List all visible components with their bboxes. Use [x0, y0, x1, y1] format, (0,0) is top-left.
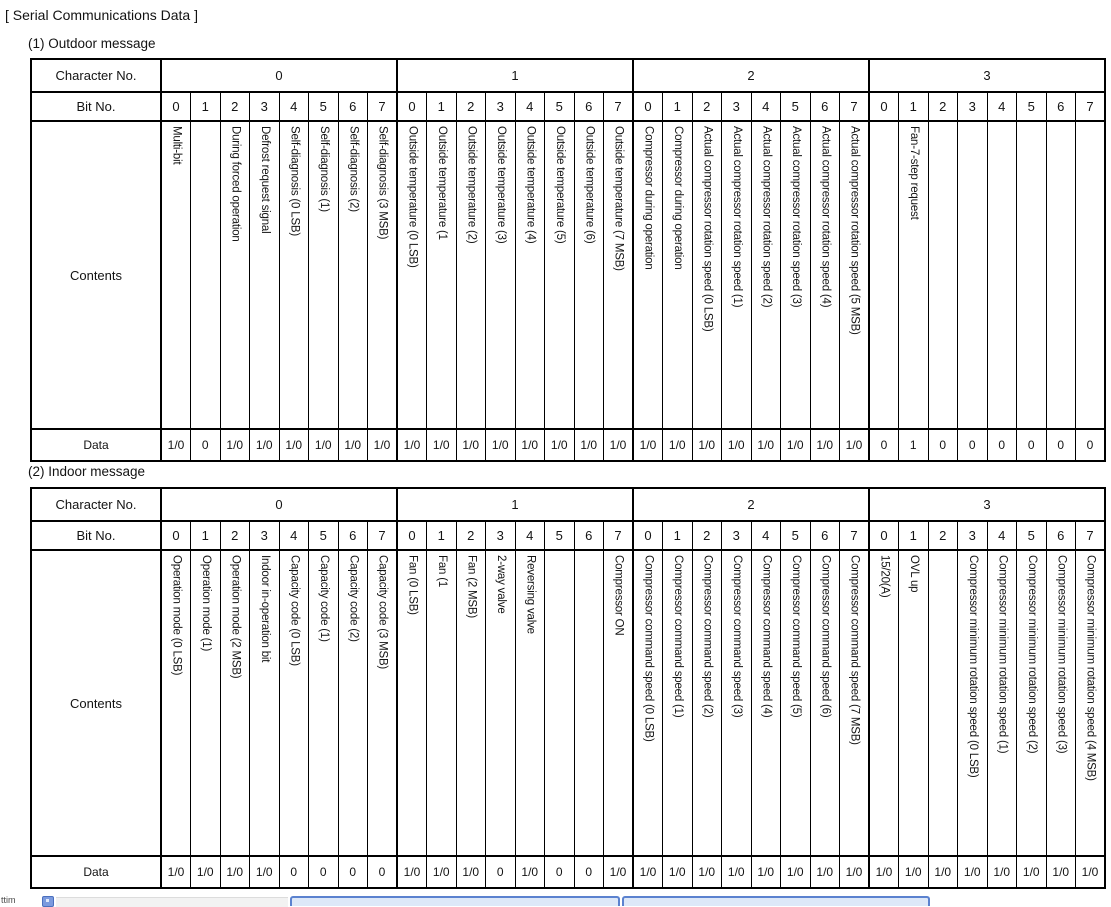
bit-no-cell: 4 [987, 92, 1017, 121]
contents-vertical-label: Outside temperature (2) [465, 126, 478, 244]
character-group-cell: 1 [397, 59, 633, 92]
cutoff-ui-box-right[interactable] [622, 896, 930, 906]
data-cell: 1/0 [368, 429, 398, 461]
contents-vertical-label: Compressor command speed (5) [789, 555, 802, 718]
bit-no-cell: 4 [751, 521, 781, 550]
data-cell: 1/0 [987, 856, 1017, 888]
contents-vertical-label: 2-way valve [494, 555, 507, 614]
bit-no-cell: 1 [663, 521, 693, 550]
data-cell: 1/0 [515, 429, 545, 461]
contents-cell [751, 550, 781, 856]
bit-no-cell: 1 [427, 521, 457, 550]
contents-cell [840, 121, 870, 429]
bit-no-cell: 1 [899, 521, 929, 550]
contents-cell [545, 121, 575, 429]
data-cell: 0 [1076, 429, 1106, 461]
bit-no-cell: 5 [545, 92, 575, 121]
data-cell: 1/0 [515, 856, 545, 888]
bit-no-cell: 7 [1076, 92, 1106, 121]
cutoff-ui-box-left[interactable] [290, 896, 620, 906]
contents-cell [604, 550, 634, 856]
data-cell: 0 [958, 429, 988, 461]
contents-cell [456, 550, 486, 856]
bit-no-cell: 0 [869, 521, 899, 550]
data-cell: 0 [191, 429, 221, 461]
contents-cell [781, 550, 811, 856]
bit-no-cell: 1 [899, 92, 929, 121]
character-group-cell: 0 [161, 488, 397, 521]
bit-no-cell: 6 [338, 521, 368, 550]
data-cell: 1/0 [545, 429, 575, 461]
data-cell: 1/0 [604, 856, 634, 888]
data-cell: 1/0 [958, 856, 988, 888]
data-cell: 1/0 [309, 429, 339, 461]
data-cell: 0 [545, 856, 575, 888]
contents-cell [397, 550, 427, 856]
bit-no-cell: 4 [515, 521, 545, 550]
data-cell: 1 [899, 429, 929, 461]
contents-vertical-label: Compressor command speed (2) [701, 555, 714, 718]
message-bit-table [30, 487, 1106, 889]
contents-cell [692, 121, 722, 429]
bit-no-cell: 3 [958, 521, 988, 550]
contents-cell [987, 550, 1017, 856]
contents-vertical-label: Compressor minimum rotation speed (3) [1055, 555, 1068, 754]
contents-vertical-label: Compressor during operation [671, 126, 684, 270]
bit-no-cell: 4 [515, 92, 545, 121]
bit-no-cell: 6 [810, 92, 840, 121]
data-cell: 1/0 [663, 429, 693, 461]
contents-cell [810, 121, 840, 429]
contents-vertical-label: Operation mode (2 MSB) [229, 555, 242, 679]
contents-cell [1017, 550, 1047, 856]
contents-cell [220, 121, 250, 429]
contents-vertical-label: During forced operation [229, 126, 242, 242]
bit-no-cell: 2 [220, 521, 250, 550]
data-cell: 0 [338, 856, 368, 888]
contents-vertical-label: Actual compressor rotation speed (2) [760, 126, 773, 308]
character-group-cell: 2 [633, 59, 869, 92]
contents-vertical-label: Outside temperature (6) [583, 126, 596, 244]
contents-cell [250, 550, 280, 856]
bit-no-cell: 7 [1076, 521, 1106, 550]
row-label-data: Data [31, 429, 161, 461]
data-cell: 1/0 [1046, 856, 1076, 888]
contents-vertical-label: Reversing valve [524, 555, 537, 634]
contents-cell [869, 121, 899, 429]
contents-vertical-label: Compressor minimum rotation speed (0 LSB) [966, 555, 979, 778]
bit-no-cell: 2 [692, 92, 722, 121]
contents-cell [899, 550, 929, 856]
contents-vertical-label: Compressor command speed (1) [671, 555, 684, 718]
contents-vertical-label: Compressor ON [612, 555, 625, 636]
row-label-bit-no: Bit No. [31, 92, 161, 121]
bit-no-cell: 7 [604, 92, 634, 121]
bit-no-cell: 5 [545, 521, 575, 550]
bit-no-cell: 2 [692, 521, 722, 550]
data-cell: 1/0 [456, 429, 486, 461]
contents-cell [692, 550, 722, 856]
contents-cell [1076, 121, 1106, 429]
bit-no-cell: 1 [191, 92, 221, 121]
contents-vertical-label: Self-diagnosis (0 LSB) [288, 126, 301, 237]
contents-cell [368, 550, 398, 856]
contents-cell [1017, 121, 1047, 429]
contents-vertical-label: Self-diagnosis (1) [317, 126, 330, 212]
contents-cell [840, 550, 870, 856]
bit-no-cell: 3 [722, 92, 752, 121]
contents-vertical-label: Indoor in-operation bit [258, 555, 271, 663]
contents-cell [161, 121, 191, 429]
contents-vertical-label: Self-diagnosis (2) [347, 126, 360, 212]
contents-cell [279, 121, 309, 429]
contents-vertical-label: Compressor command speed (7 MSB) [848, 555, 861, 745]
bit-no-cell: 0 [633, 521, 663, 550]
data-cell: 1/0 [220, 856, 250, 888]
contents-vertical-label: Compressor command speed (3) [730, 555, 743, 718]
contents-cell [309, 121, 339, 429]
contents-cell [987, 121, 1017, 429]
contents-cell [486, 121, 516, 429]
contents-cell [958, 121, 988, 429]
contents-cell [545, 550, 575, 856]
contents-vertical-label: Multi-bit [170, 126, 183, 165]
data-cell: 1/0 [397, 429, 427, 461]
row-label-character-no: Character No. [31, 59, 161, 92]
doc-title: [ Serial Communications Data ] [5, 7, 198, 23]
bit-no-cell: 0 [869, 92, 899, 121]
data-cell: 1/0 [427, 856, 457, 888]
data-cell: 1/0 [722, 429, 752, 461]
contents-cell [722, 550, 752, 856]
bit-no-cell: 0 [161, 92, 191, 121]
contents-vertical-label: Capacity code (0 LSB) [288, 555, 301, 666]
contents-cell [427, 121, 457, 429]
contents-vertical-label: Defrost request signal [258, 126, 271, 234]
data-cell: 0 [279, 856, 309, 888]
data-cell: 1/0 [250, 856, 280, 888]
data-cell: 1/0 [692, 429, 722, 461]
data-cell: 1/0 [161, 429, 191, 461]
bit-no-cell: 7 [368, 521, 398, 550]
contents-cell [338, 121, 368, 429]
contents-cell [663, 550, 693, 856]
indoor-message-caption: (2) Indoor message [28, 464, 146, 479]
data-cell: 1/0 [840, 856, 870, 888]
data-cell: 1/0 [692, 856, 722, 888]
message-bit-table [30, 58, 1106, 462]
data-cell: 0 [1017, 429, 1047, 461]
contents-vertical-label: Actual compressor rotation speed (4) [819, 126, 832, 308]
contents-vertical-label: Fan-7-step request [907, 126, 920, 220]
contents-vertical-label: Compressor minimum rotation speed (2) [1025, 555, 1038, 754]
contents-vertical-label: 15/20(A) [878, 555, 891, 598]
contents-cell [1046, 550, 1076, 856]
bit-no-cell: 5 [781, 92, 811, 121]
bit-no-cell: 6 [1046, 92, 1076, 121]
contents-cell [338, 550, 368, 856]
contents-cell [1046, 121, 1076, 429]
bit-no-cell: 1 [191, 521, 221, 550]
data-cell: 1/0 [604, 429, 634, 461]
bit-no-cell: 5 [1017, 92, 1047, 121]
contents-cell [250, 121, 280, 429]
contents-cell [869, 550, 899, 856]
contents-vertical-label: Operation mode (0 LSB) [170, 555, 183, 676]
data-cell: 1/0 [928, 856, 958, 888]
bit-no-cell: 7 [368, 92, 398, 121]
contents-vertical-label: Compressor during operation [642, 126, 655, 270]
contents-vertical-label: Actual compressor rotation speed (0 LSB) [701, 126, 714, 332]
bit-no-cell: 4 [279, 521, 309, 550]
contents-vertical-label: Compressor command speed (4) [760, 555, 773, 718]
contents-cell [928, 121, 958, 429]
data-cell: 1/0 [722, 856, 752, 888]
bit-no-cell: 5 [309, 92, 339, 121]
contents-cell [309, 550, 339, 856]
bit-no-cell: 6 [574, 521, 604, 550]
data-cell: 0 [574, 856, 604, 888]
small-blue-icon[interactable] [42, 896, 54, 907]
bit-no-cell: 2 [928, 92, 958, 121]
contents-cell [486, 550, 516, 856]
contents-vertical-label: Capacity code (2) [347, 555, 360, 642]
bit-no-cell: 7 [604, 521, 634, 550]
data-cell: 1/0 [220, 429, 250, 461]
contents-cell [781, 121, 811, 429]
contents-vertical-label: Operation mode (1) [199, 555, 212, 652]
contents-cell [899, 121, 929, 429]
contents-cell [515, 550, 545, 856]
data-cell: 1/0 [250, 429, 280, 461]
contents-vertical-label: Outside temperature (3) [494, 126, 507, 244]
contents-vertical-label: Outside temperature (7 MSB) [612, 126, 625, 271]
contents-cell [456, 121, 486, 429]
bit-no-cell: 2 [456, 521, 486, 550]
data-cell: 0 [928, 429, 958, 461]
contents-cell [220, 550, 250, 856]
contents-cell [279, 550, 309, 856]
contents-vertical-label: Compressor command speed (0 LSB) [642, 555, 655, 742]
character-group-cell: 3 [869, 59, 1105, 92]
bit-no-cell: 5 [1017, 521, 1047, 550]
character-group-cell: 3 [869, 488, 1105, 521]
contents-vertical-label: Capacity code (3 MSB) [376, 555, 389, 670]
bit-no-cell: 3 [486, 521, 516, 550]
data-cell: 0 [486, 856, 516, 888]
contents-vertical-label: Capacity code (1) [317, 555, 330, 642]
contents-vertical-label: OVL up [907, 555, 920, 593]
row-label-contents: Contents [31, 550, 161, 856]
bit-no-cell: 7 [840, 521, 870, 550]
contents-cell [1076, 550, 1106, 856]
contents-cell [515, 121, 545, 429]
bit-no-cell: 0 [397, 92, 427, 121]
contents-cell [574, 550, 604, 856]
bit-no-cell: 2 [928, 521, 958, 550]
contents-cell [810, 550, 840, 856]
contents-cell [368, 121, 398, 429]
contents-vertical-label: Compressor minimum rotation speed (4 MSB) [1084, 555, 1097, 781]
contents-cell [574, 121, 604, 429]
bit-no-cell: 2 [456, 92, 486, 121]
bit-no-cell: 7 [840, 92, 870, 121]
bit-no-cell: 5 [781, 521, 811, 550]
contents-vertical-label: Outside temperature (5) [553, 126, 566, 244]
contents-vertical-label: Outside temperature (4) [524, 126, 537, 244]
contents-cell [751, 121, 781, 429]
contents-cell [427, 550, 457, 856]
character-group-cell: 1 [397, 488, 633, 521]
bit-no-cell: 1 [663, 92, 693, 121]
contents-cell [928, 550, 958, 856]
data-cell: 1/0 [810, 429, 840, 461]
contents-vertical-label: Fan (0 LSB) [406, 555, 419, 615]
data-cell: 1/0 [751, 856, 781, 888]
contents-cell [604, 121, 634, 429]
bit-no-cell: 3 [250, 521, 280, 550]
contents-vertical-label: Outside temperature (0 LSB) [406, 126, 419, 268]
data-cell: 1/0 [781, 856, 811, 888]
contents-vertical-label: Outside temperature (1 [435, 126, 448, 240]
data-cell: 1/0 [574, 429, 604, 461]
character-group-cell: 2 [633, 488, 869, 521]
bit-no-cell: 6 [338, 92, 368, 121]
bit-no-cell: 4 [751, 92, 781, 121]
contents-cell [191, 121, 221, 429]
data-cell: 1/0 [1076, 856, 1106, 888]
contents-cell [161, 550, 191, 856]
data-cell: 1/0 [810, 856, 840, 888]
bit-no-cell: 5 [309, 521, 339, 550]
bit-no-cell: 6 [574, 92, 604, 121]
contents-cell [191, 550, 221, 856]
outdoor-message-caption: (1) Outdoor message [28, 36, 156, 51]
bit-no-cell: 1 [427, 92, 457, 121]
data-cell: 1/0 [161, 856, 191, 888]
data-cell: 1/0 [456, 856, 486, 888]
bit-no-cell: 4 [987, 521, 1017, 550]
contents-cell [397, 121, 427, 429]
bit-no-cell: 0 [633, 92, 663, 121]
contents-vertical-label: Actual compressor rotation speed (1) [730, 126, 743, 308]
data-cell: 1/0 [840, 429, 870, 461]
contents-vertical-label: Compressor minimum rotation speed (1) [996, 555, 1009, 754]
data-cell: 0 [368, 856, 398, 888]
contents-cell [633, 550, 663, 856]
contents-vertical-label: Actual compressor rotation speed (5 MSB) [848, 126, 861, 335]
data-cell: 1/0 [279, 429, 309, 461]
row-label-contents: Contents [31, 121, 161, 429]
cutoff-browser-strip [0, 895, 1111, 906]
outdoor-message-table [30, 58, 1106, 462]
bit-no-cell: 3 [958, 92, 988, 121]
bit-no-cell: 6 [1046, 521, 1076, 550]
data-cell: 0 [869, 429, 899, 461]
contents-cell [958, 550, 988, 856]
data-cell: 0 [309, 856, 339, 888]
contents-vertical-label: Self-diagnosis (3 MSB) [376, 126, 389, 240]
data-cell: 0 [987, 429, 1017, 461]
character-group-cell: 0 [161, 59, 397, 92]
data-cell: 1/0 [486, 429, 516, 461]
data-cell: 1/0 [751, 429, 781, 461]
row-label-character-no: Character No. [31, 488, 161, 521]
cutoff-text-fragment: ttim [1, 895, 16, 905]
data-cell: 1/0 [633, 856, 663, 888]
contents-cell [722, 121, 752, 429]
data-cell: 1/0 [633, 429, 663, 461]
contents-vertical-label: Compressor command speed (6) [819, 555, 832, 718]
data-cell: 1/0 [397, 856, 427, 888]
contents-cell [633, 121, 663, 429]
bit-no-cell: 6 [810, 521, 840, 550]
bit-no-cell: 3 [486, 92, 516, 121]
data-cell: 1/0 [338, 429, 368, 461]
bit-no-cell: 0 [397, 521, 427, 550]
bit-no-cell: 3 [250, 92, 280, 121]
bit-no-cell: 2 [220, 92, 250, 121]
indoor-message-table [30, 487, 1106, 889]
contents-vertical-label: Fan (1 [435, 555, 448, 588]
data-cell: 1/0 [869, 856, 899, 888]
row-label-data: Data [31, 856, 161, 888]
bit-no-cell: 3 [722, 521, 752, 550]
contents-cell [663, 121, 693, 429]
row-label-bit-no: Bit No. [31, 521, 161, 550]
data-cell: 1/0 [191, 856, 221, 888]
bit-no-cell: 4 [279, 92, 309, 121]
data-cell: 1/0 [1017, 856, 1047, 888]
contents-vertical-label: Actual compressor rotation speed (3) [789, 126, 802, 308]
data-cell: 1/0 [781, 429, 811, 461]
data-cell: 1/0 [427, 429, 457, 461]
data-cell: 0 [1046, 429, 1076, 461]
contents-vertical-label: Fan (2 MSB) [465, 555, 478, 618]
data-cell: 1/0 [899, 856, 929, 888]
bit-no-cell: 0 [161, 521, 191, 550]
data-cell: 1/0 [663, 856, 693, 888]
